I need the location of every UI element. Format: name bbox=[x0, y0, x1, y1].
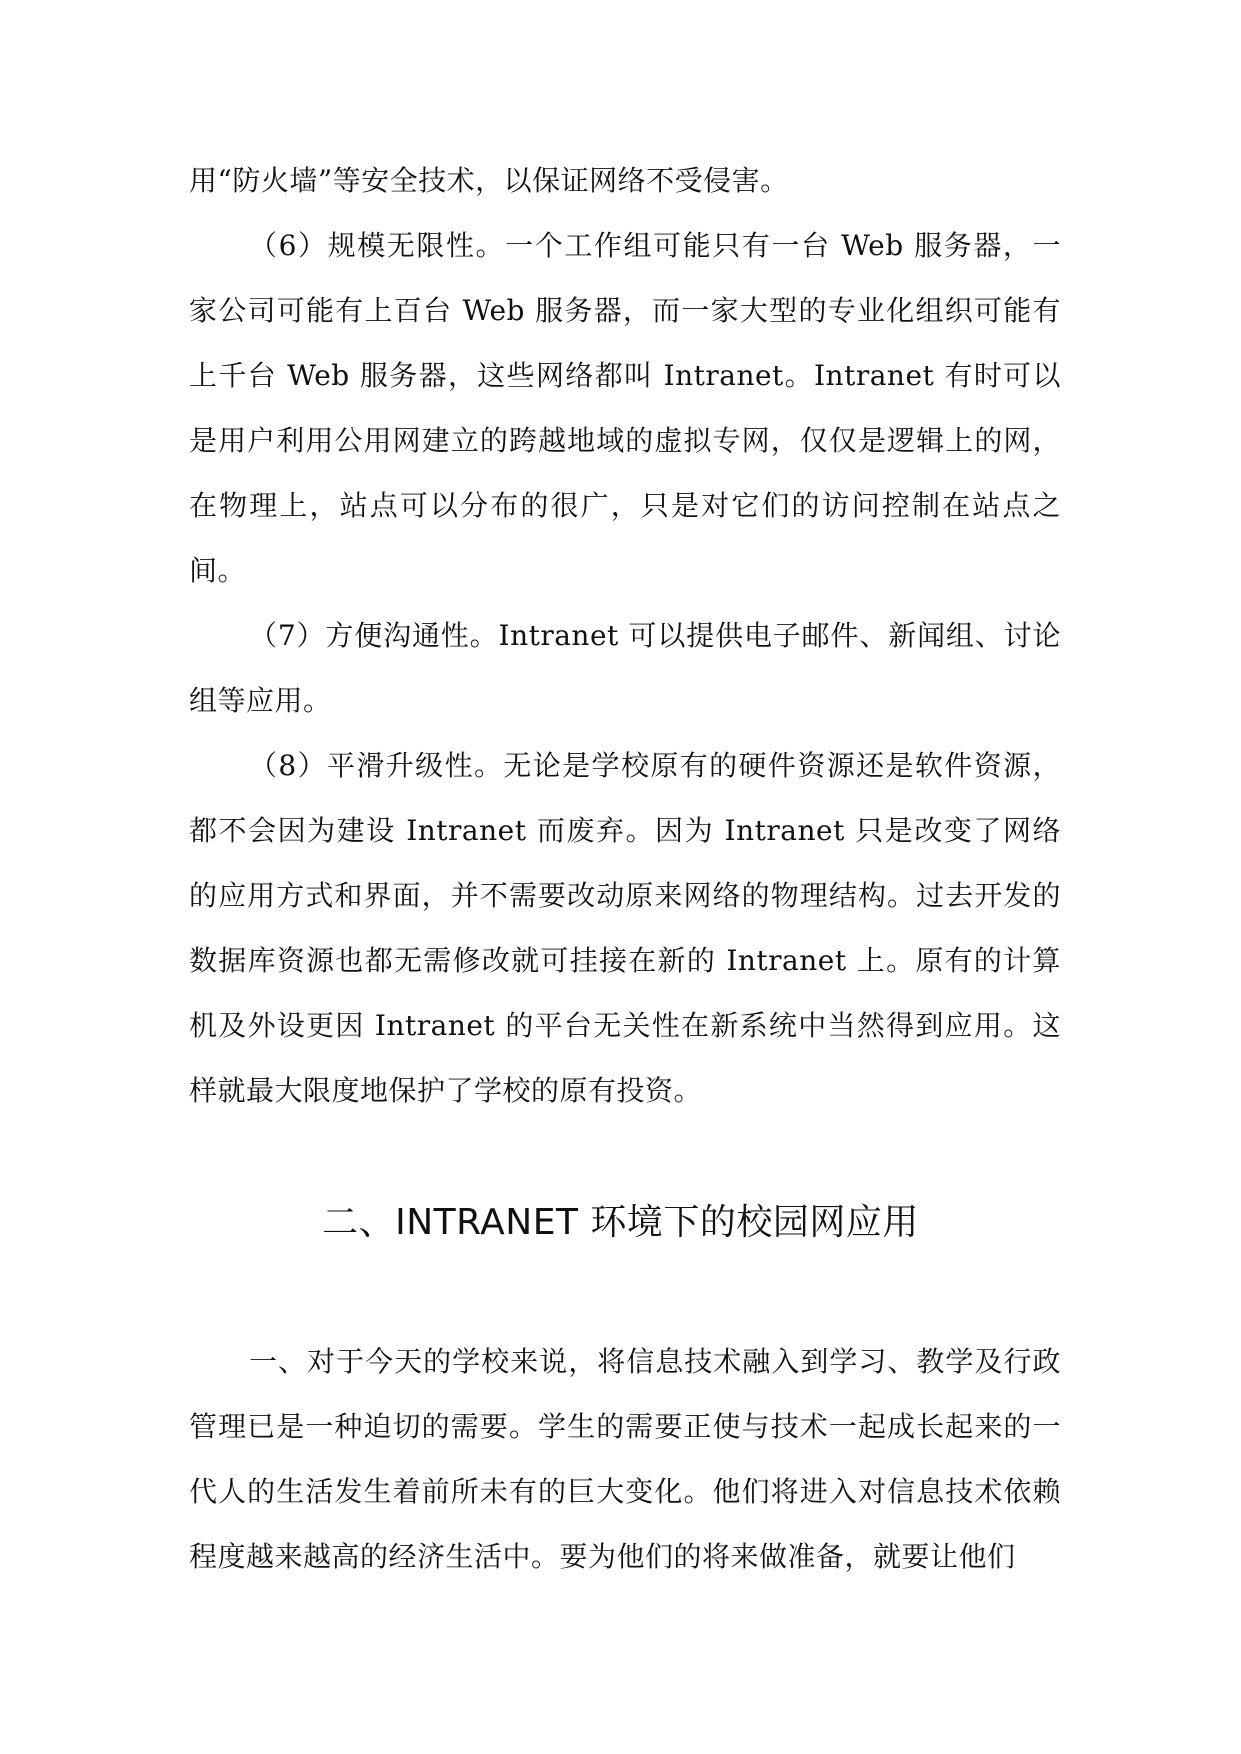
paragraph-smooth-upgrade: （8）平滑升级性。无论是学校原有的硬件资源还是软件资源，都不会因为建设 Intranet 而废弃。因为 Intranet 只是改变了网络的应用方式和界面，并不需要改动原来网络的物理结构。过去开发的数据库资源也都无需修改就可挂接在新的 Intranet 上。原有的计算机及外设更因 Intranet 的平台无关性在新系统中当然得到应用。这样就最大限度地保护了学校的原有投资。 bbox=[189, 749, 1061, 1107]
paragraph-scale-unlimited: （6）规模无限性。一个工作组可能只有一台 Web 服务器，一家公司可能有上百台 Web 服务器，而一家大型的专业化组织可能有上千台 Web 服务器，这些网络都叫 Intranet。Intranet 有时可以是用户利用公用网建立的跨越地域的虚拟专网，仅仅是逻辑上的网，在物理上，站点可以分布的很广，只是对它们的访问控制在站点之间。 bbox=[189, 229, 1061, 587]
section-heading: 二、INTRANET 环境下的校园网应用 bbox=[322, 1202, 919, 1243]
body-text-bottom bbox=[189, 1329, 1061, 1589]
paragraph-easy-communication: （7）方便沟通性。Intranet 可以提供电子邮件、新闻组、讨论组等应用。 bbox=[189, 619, 1061, 717]
body-text-top bbox=[189, 148, 1061, 1123]
paragraph-school-needs: 一、对于今天的学校来说，将信息技术融入到学习、教学及行政管理已是一种迫切的需要。学生的需要正使与技术一起成长起来的一代人的生活发生着前所未有的巨大变化。他们将进入对信息技术依赖程度越来越高的经济生活中。要为他们的将来做准备，就要让他们 bbox=[189, 1345, 1061, 1573]
paragraph-continuation: 用“防火墙”等安全技术，以保证网络不受侵害。 bbox=[189, 164, 789, 197]
